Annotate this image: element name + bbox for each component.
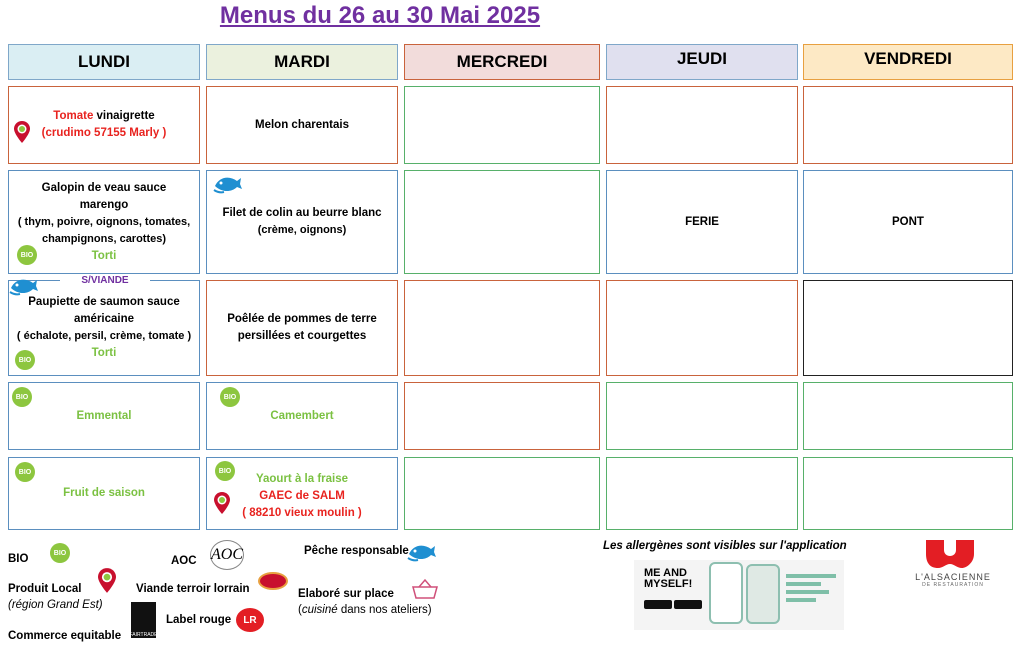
plat-ingredients: champignons, carottes) (41, 232, 167, 245)
alt-line: Paupiette de saumon sauce (28, 296, 180, 308)
location-pin-icon (214, 492, 230, 514)
cell-mercredi-alt (404, 280, 600, 376)
dessert-origin: GAEC de SALM (259, 490, 345, 502)
cell-vendredi-dessert (803, 457, 1013, 530)
phone-app-icon (709, 562, 743, 624)
cell-vendredi-plat (803, 170, 1013, 274)
alt-side: Torti (91, 347, 117, 359)
cell-lundi-plat (8, 170, 200, 274)
location-pin-icon (98, 568, 116, 593)
page-title: Menus du 26 au 30 Mai 2025 (219, 2, 541, 29)
header-vendredi: VENDREDI (803, 44, 1013, 80)
fromage-item: Emmental (76, 409, 132, 422)
plat-side: Torti (91, 249, 117, 262)
cell-jeudi-entree (606, 86, 798, 164)
brand-sub: DE RESTAURATION (922, 582, 984, 588)
brand-logo (922, 538, 978, 570)
cell-mardi-alt (206, 280, 398, 376)
sans-viande-label: S/VIANDE (60, 274, 150, 288)
legend-equitable: Commerce equitable (8, 630, 122, 642)
bio-icon: BIO (50, 543, 70, 563)
cell-mercredi-entree (404, 86, 600, 164)
plat-line: Galopin de veau sauce (41, 181, 167, 194)
plat-ingredients: ( thym, poivre, oignons, tomates, (17, 215, 191, 228)
entree-item-local: Tomate (53, 110, 94, 122)
legend-aoc: AOC (171, 555, 197, 567)
cell-jeudi-dessert (606, 457, 798, 530)
alt-line: américaine (73, 313, 135, 325)
header-mercredi: MERCREDI (404, 44, 600, 80)
cell-mercredi-plat (404, 170, 600, 274)
cell-mardi-dessert (206, 457, 398, 530)
basket-icon (410, 578, 440, 600)
header-mardi: MARDI (206, 44, 398, 80)
viande-lorrain-icon (258, 572, 288, 590)
entree-item: Melon charentais (255, 118, 349, 131)
cell-lundi-fromage (8, 382, 200, 450)
label-rouge-icon: LR (236, 608, 264, 632)
cell-mardi-entree (206, 86, 398, 164)
legend-peche: Pêche responsable (304, 545, 409, 557)
legend-elabore-sub: (cuisiné dans nos ateliers) (298, 604, 432, 616)
dessert-item: Fruit de saison (63, 487, 145, 499)
aoc-icon: AOC (210, 540, 244, 570)
dessert-item: Yaourt à la fraise (255, 473, 349, 485)
entree-item: vinaigrette (93, 110, 155, 122)
dessert-origin: ( 88210 vieux moulin ) (242, 507, 362, 519)
plat-line: marengo (79, 198, 129, 211)
legend-viande: Viande terroir lorrain (136, 583, 250, 595)
header-jeudi: JEUDI (606, 44, 798, 80)
cell-mercredi-dessert (404, 457, 600, 530)
cell-vendredi-fromage (803, 382, 1013, 450)
legend-label-rouge: Label rouge (166, 614, 232, 626)
pont-label: PONT (892, 215, 924, 228)
cell-lundi-entree (8, 86, 200, 164)
ferie-label: FERIE (685, 215, 719, 228)
allergenes-notice: Les allergènes sont visibles sur l'application (603, 540, 847, 552)
cell-mercredi-fromage (404, 382, 600, 450)
header-lundi: LUNDI (8, 44, 200, 80)
cell-jeudi-alt (606, 280, 798, 376)
legend-local-sub: (région Grand Est) (8, 599, 103, 611)
alt-ingredients: ( échalote, persil, crème, tomate ) (16, 330, 192, 342)
cell-lundi-dessert (8, 457, 200, 530)
entree-origin: (crudimo 57155 Marly ) (41, 127, 167, 139)
plat-ingredients: (crème, oignons) (257, 224, 347, 236)
bio-icon: BIO (215, 461, 235, 481)
phone-app-icon (746, 564, 780, 624)
play-store-badge[interactable] (674, 600, 702, 609)
legend-bio: BIO (8, 553, 29, 565)
location-pin-icon (14, 121, 30, 143)
bio-icon: BIO (15, 462, 35, 482)
fish-icon (406, 538, 436, 564)
fromage-item: Camembert (270, 409, 334, 422)
app-name: ME AND MYSELF! (644, 567, 693, 590)
plat-line: Filet de colin au beurre blanc (222, 207, 382, 219)
cell-vendredi-alt (803, 280, 1013, 376)
app-promo[interactable] (634, 560, 844, 630)
fish-icon (212, 170, 242, 196)
bio-icon: BIO (220, 387, 240, 407)
cell-vendredi-entree (803, 86, 1013, 164)
fish-icon (8, 272, 38, 298)
bio-icon: BIO (15, 350, 35, 370)
alt-line: Poêlée de pommes de terre (227, 313, 377, 325)
brand-name: L'ALSACIENNE (915, 572, 991, 582)
cell-jeudi-plat (606, 170, 798, 274)
bio-icon: BIO (12, 387, 32, 407)
cell-jeudi-fromage (606, 382, 798, 450)
legend-local: Produit Local (8, 583, 82, 595)
app-features (786, 570, 836, 620)
alt-line: persillées et courgettes (237, 330, 367, 342)
bio-icon: BIO (17, 245, 37, 265)
app-store-badge[interactable] (644, 600, 672, 609)
fairtrade-icon: FAIRTRADE (131, 602, 156, 638)
legend-elabore: Elaboré sur place (298, 588, 394, 600)
